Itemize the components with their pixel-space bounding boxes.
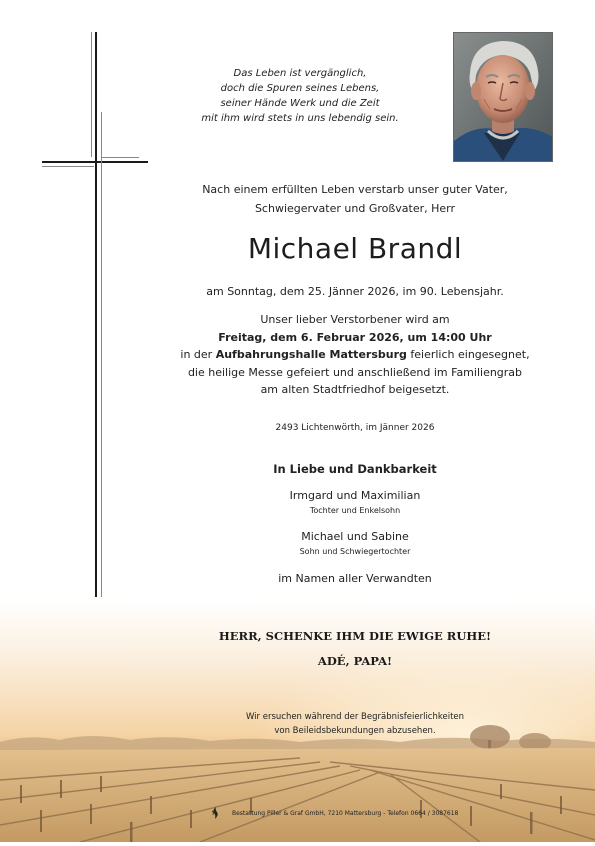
cross-vertical-upper [91, 32, 92, 157]
family-role: Tochter und Enkelsohn [309, 506, 401, 515]
family-names: Irmgard und Maximilian [289, 489, 421, 502]
funeral-date-bold: Freitag, dem 6. Februar 2026, um 14:00 Uhr [218, 330, 492, 344]
funeral-home-footer [210, 806, 520, 820]
funeral-line: die heilige Messe gefeiert und anschließend im Familiengrab [187, 365, 523, 379]
portrait-photo [453, 32, 553, 162]
poem-line: mit ihm wird stets in uns lebendig sein. [201, 113, 399, 124]
place-date: 2493 Lichtenwörth, im Jänner 2026 [275, 423, 435, 433]
funeral-hall: Aufbahrungshalle Mattersburg [215, 348, 407, 361]
cross-vertical-main [95, 32, 97, 597]
funeral-date [150, 329, 560, 347]
poem-line: doch die Spuren seines Lebens, [220, 83, 380, 94]
funeral-line-pre: in der [180, 348, 216, 361]
poem-line: seiner Hände Werk und die Zeit [220, 98, 380, 109]
intro-line: Schwiegervater und Großvater, Herr [254, 202, 456, 215]
condolence-request [150, 710, 560, 738]
poem [190, 66, 410, 126]
request-line: von Beileidsbekundungen abzusehen. [274, 726, 436, 736]
intro-line: Nach einem erfüllten Leben verstarb unser guter Vater, [202, 183, 508, 196]
intro-text [150, 180, 560, 218]
thanks-heading: In Liebe und Dankbarkeit [273, 462, 437, 476]
funeral-line: am alten Stadtfriedhof beigesetzt. [260, 383, 450, 396]
cross-horizontal-main [42, 161, 148, 163]
funeral-home-logo-icon [210, 806, 222, 820]
funeral-line [150, 346, 560, 364]
verse-line: HERR, SCHENKE IHM DIE EWIGE RUHE! [218, 629, 492, 643]
funeral-line: Unser lieber Verstorbener wird am [260, 313, 450, 326]
cross-horizontal-lower [42, 166, 94, 167]
family-role: Sohn und Schwiegertochter [299, 547, 411, 556]
relatives-line: im Namen aller Verwandten [278, 572, 432, 585]
verse-line: ADÉ, PAPA! [317, 654, 393, 668]
funeral-details [150, 311, 560, 399]
request-line: Wir ersuchen während der Begräbnisfeierlichkeiten [245, 712, 465, 722]
family-names: Michael und Sabine [301, 530, 409, 543]
cross-vertical-inner [101, 112, 102, 597]
poem-line: Das Leben ist vergänglich, [233, 68, 367, 79]
funeral-line-post: feierlich eingesegnet, [406, 348, 530, 361]
deceased-name: Michael Brandl [247, 232, 463, 265]
cross-horizontal-upper [101, 157, 139, 158]
death-date-line: am Sonntag, dem 25. Jänner 2026, im 90. Lebensjahr. [206, 285, 504, 298]
footer-text: Bestattung Piller & Graf GmbH, 7210 Mattersburg - Telefon 0664 / 3087618 [232, 809, 459, 817]
